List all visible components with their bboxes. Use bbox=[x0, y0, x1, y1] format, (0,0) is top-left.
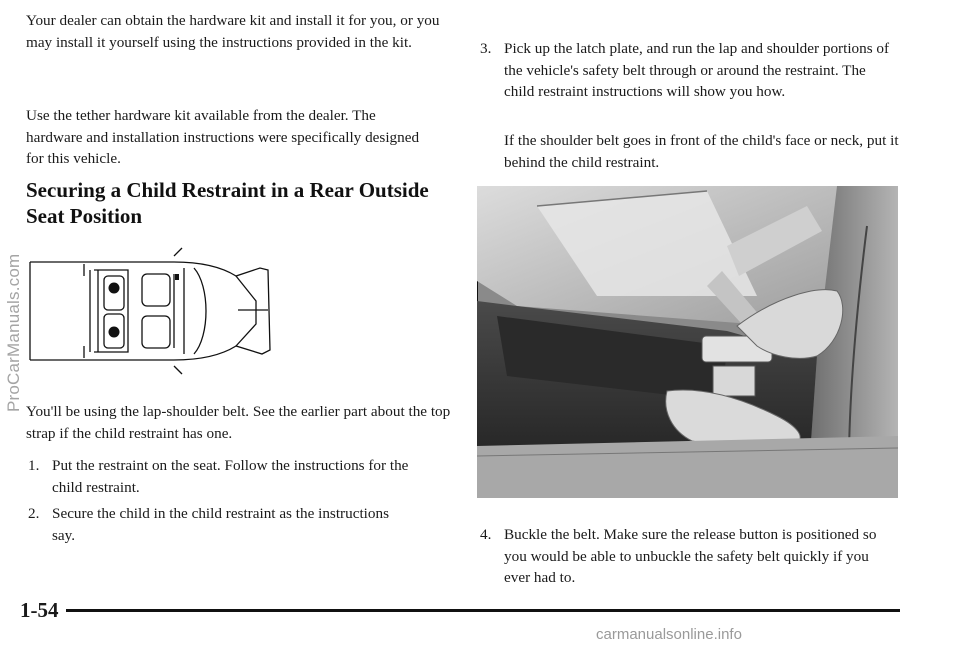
page-number: 1-54 bbox=[20, 598, 59, 622]
list-item bbox=[28, 455, 438, 499]
step-number: 3. bbox=[480, 40, 492, 57]
side-watermark: ProCarManuals.com bbox=[4, 253, 23, 412]
footer-rule bbox=[66, 609, 900, 612]
shoulder-belt-note: If the shoulder belt goes in front of the child's face or neck, put it behind the child restraint. bbox=[504, 132, 899, 171]
tether-kit-paragraph: Use the tether hardware kit available from the dealer. The hardware and installation instructions were specifically designed for this vehicle. bbox=[26, 107, 420, 167]
seat-position-diagram bbox=[24, 246, 280, 376]
step-text: Pick up the latch plate, and run the lap and shoulder portions of the vehicle's safety belt through or around the restraint. The child restraint instructions will show you how. bbox=[504, 40, 890, 100]
buckle-photo bbox=[477, 186, 898, 498]
intro-paragraph: Your dealer can obtain the hardware kit and install it for you, or you may install it yourself using the instructions provided in the kit. bbox=[26, 12, 440, 51]
list-item bbox=[28, 503, 438, 547]
lap-shoulder-paragraph: You'll be using the lap-shoulder belt. See the earlier part about the top strap if the child restraint has one. bbox=[26, 403, 451, 442]
footer-watermark: carmanualsonline.info bbox=[596, 626, 742, 643]
step-text: Put the restraint on the seat. Follow the instructions for the child restraint. bbox=[52, 457, 409, 496]
list-item bbox=[480, 38, 900, 126]
section-heading: Securing a Child Restraint in a Rear Outside Seat Position bbox=[26, 178, 429, 228]
step-text: Secure the child in the child restraint as the instructions say. bbox=[52, 505, 389, 544]
step-text: Buckle the belt. Make sure the release button is positioned so you would be able to unbuckle the safety belt quickly if you ever had to. bbox=[504, 526, 877, 586]
step-number: 4. bbox=[480, 526, 492, 543]
list-item bbox=[480, 524, 900, 590]
step-number: 1. bbox=[28, 457, 40, 474]
step-number: 2. bbox=[28, 505, 40, 522]
